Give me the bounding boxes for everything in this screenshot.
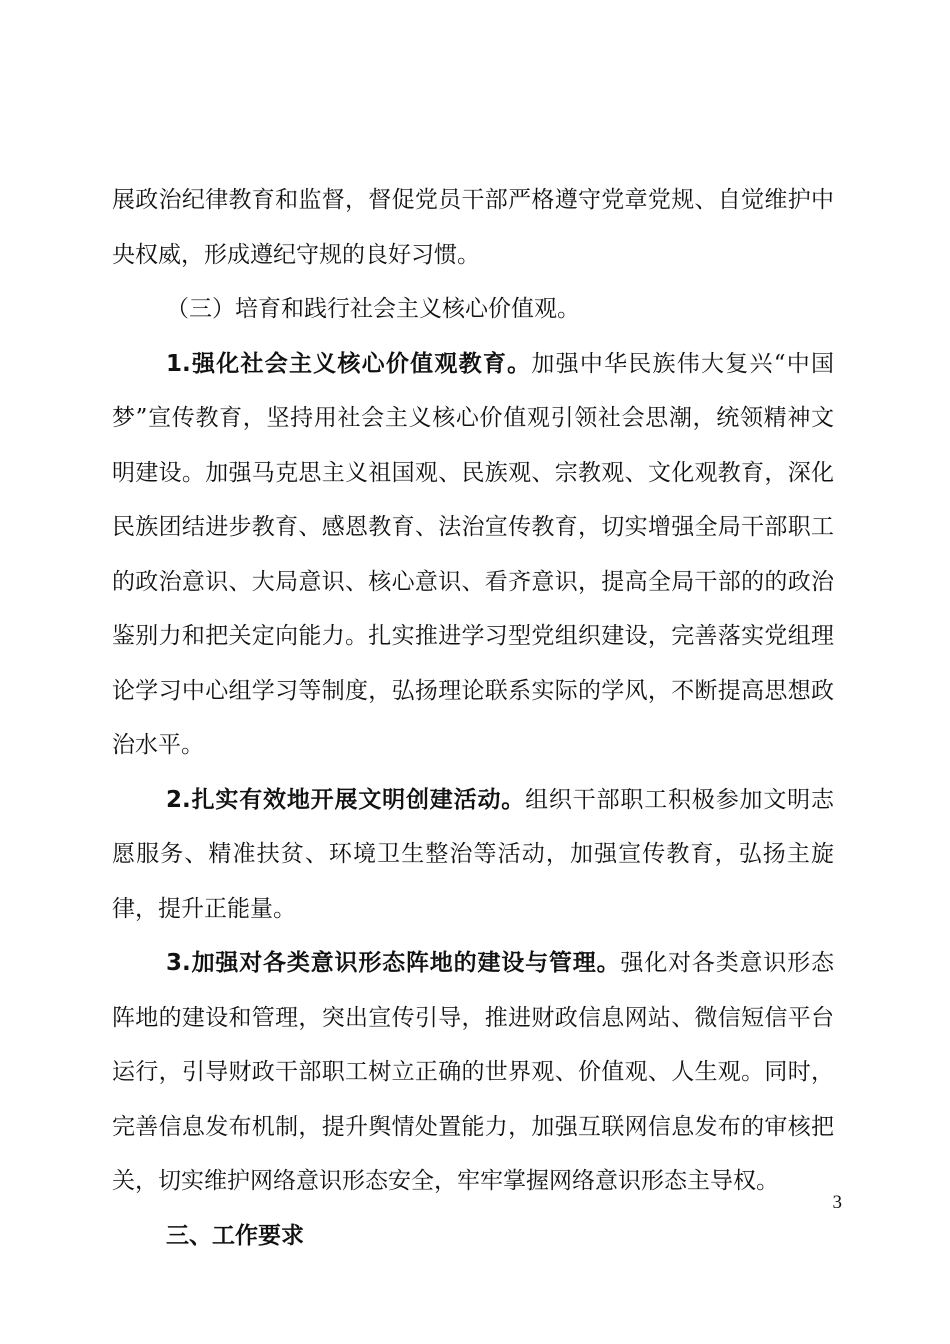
item-3-heading: 3.加强对各类意识形态阵地的建设与管理。 — [166, 950, 621, 976]
document-body — [112, 173, 834, 1263]
subsection-heading-text: （三）培育和践行社会主义核心价值观。 — [166, 296, 580, 322]
item-3-text: 强化对各类意识形态阵地的建设和管理，突出宣传引导，推进财政信息网站、微信短信平台运行，引导财政干部职工树立正确的世界观、价值观、人生观。同时，完善信息发布机制，提升舆情处置能力，加强互联网信息发布的审核把关，切实维护网络意识形态安全，牢牢掌握网络意识形态主导权。 — [112, 950, 834, 1194]
subsection-heading-core-values — [112, 282, 834, 337]
page-number: 3 — [832, 1192, 842, 1213]
paragraph-item-1 — [112, 337, 834, 773]
section-heading-text: 三、工作要求 — [166, 1222, 304, 1249]
paragraph-text: 展政治纪律教育和监督，督促党员干部严格遵守党章党规、自觉维护中央权威，形成遵纪守规的良好习惯。 — [112, 187, 834, 268]
section-heading-work-requirements — [112, 1209, 834, 1264]
item-1-text: 加强中华民族伟大复兴“中国梦”宣传教育，坚持用社会主义核心价值观引领社会思潮，统领精神文明建设。加强马克思主义祖国观、民族观、宗教观、文化观教育，深化民族团结进步教育、感恩教育、法治宣传教育，切实增强全局干部职工的政治意识、大局意识、核心意识、看齐意识，提高全局干部的的政治鉴别力和把关定向能力。扎实推进学习型党组织建设，完善落实党组理论学习中心组学习等制度，弘扬理论联系实际的学风，不断提高思想政治水平。 — [112, 350, 834, 758]
paragraph-item-2 — [112, 773, 834, 937]
paragraph-discipline-continuation — [112, 173, 834, 282]
item-2-heading: 2.扎实有效地开展文明创建活动。 — [166, 786, 526, 813]
item-1-heading: 1.强化社会主义核心价值观教育。 — [166, 350, 532, 377]
paragraph-item-3 — [112, 936, 834, 1209]
item-2-text: 组织干部职工积极参加文明志愿服务、精准扶贫、环境卫生整治等活动，加强宣传教育，弘扬主旋律，提升正能量。 — [112, 786, 834, 922]
